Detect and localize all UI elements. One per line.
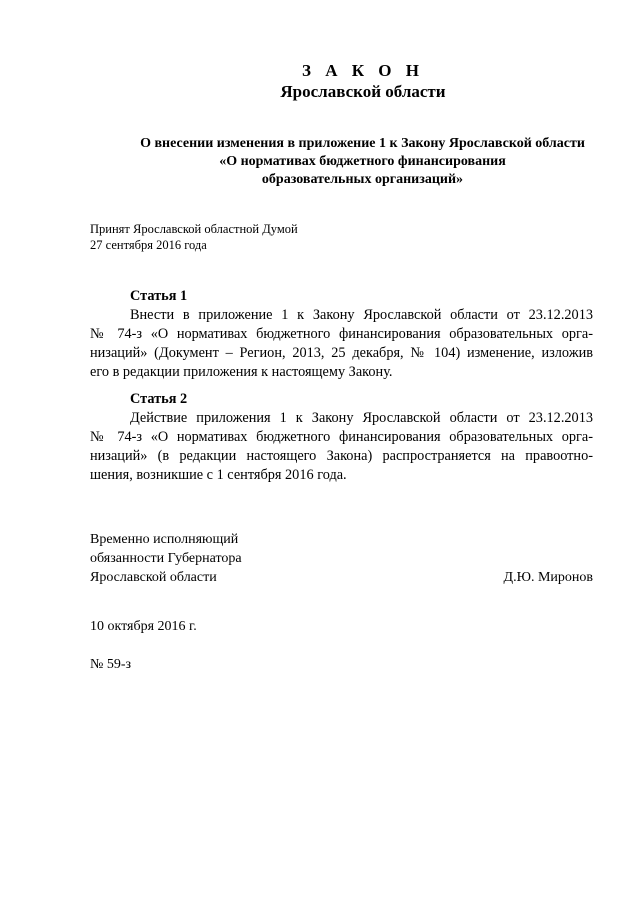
signatory-position-line: Ярославской области xyxy=(90,570,217,585)
signatory-position-line: Временно исполняющий xyxy=(90,532,239,547)
law-title-line: образовательных организаций» xyxy=(261,172,464,187)
law-title-line: «О нормативах бюджетного финансирования xyxy=(219,154,506,169)
signatory-name: Д.Ю. Миронов xyxy=(503,570,593,585)
article-2-heading: Статья 2 xyxy=(130,391,188,407)
article-1 xyxy=(90,287,593,382)
article-2-text-line: № 74-з «О нормативах бюджетного финансирования образовательных орга- xyxy=(90,429,593,445)
document-type-heading: З А К О Н xyxy=(301,61,425,80)
adoption-date: 27 сентября 2016 года xyxy=(90,238,207,252)
law-title-line: О внесении изменения в приложение 1 к Закону Ярославской области xyxy=(140,136,585,151)
article-1-text-line: низаций» (Документ – Регион, 2013, 25 декабря, № 104) изменение, изложив xyxy=(90,345,593,361)
law-number: № 59-з xyxy=(90,657,132,672)
region-heading: Ярославской области xyxy=(280,82,446,101)
article-1-text-line: № 74-з «О нормативах бюджетного финансирования образовательных орга- xyxy=(90,326,593,342)
article-2-text-line: низаций» (в редакции настоящего Закона) распространяется на правоотно- xyxy=(90,448,593,464)
article-1-text-line: его в редакции приложения к настоящему Закону. xyxy=(90,364,393,380)
signing-date: 10 октября 2016 г. xyxy=(90,619,197,634)
signatory-position-line: обязанности Губернатора xyxy=(90,551,242,566)
article-1-text-line: Внести в приложение 1 к Закону Ярославской области от 23.12.2013 xyxy=(130,307,593,323)
article-2-text-line: Действие приложения 1 к Закону Ярославской области от 23.12.2013 xyxy=(130,410,593,426)
article-1-heading: Статья 1 xyxy=(130,288,188,304)
law-title xyxy=(90,135,635,189)
article-2 xyxy=(90,390,593,485)
article-2-text-line: шения, возникшие с 1 сентября 2016 года. xyxy=(90,467,347,483)
adoption-note-line: Принят Ярославской областной Думой xyxy=(90,222,298,236)
signatory-position xyxy=(90,530,242,587)
adoption-note xyxy=(90,221,298,253)
